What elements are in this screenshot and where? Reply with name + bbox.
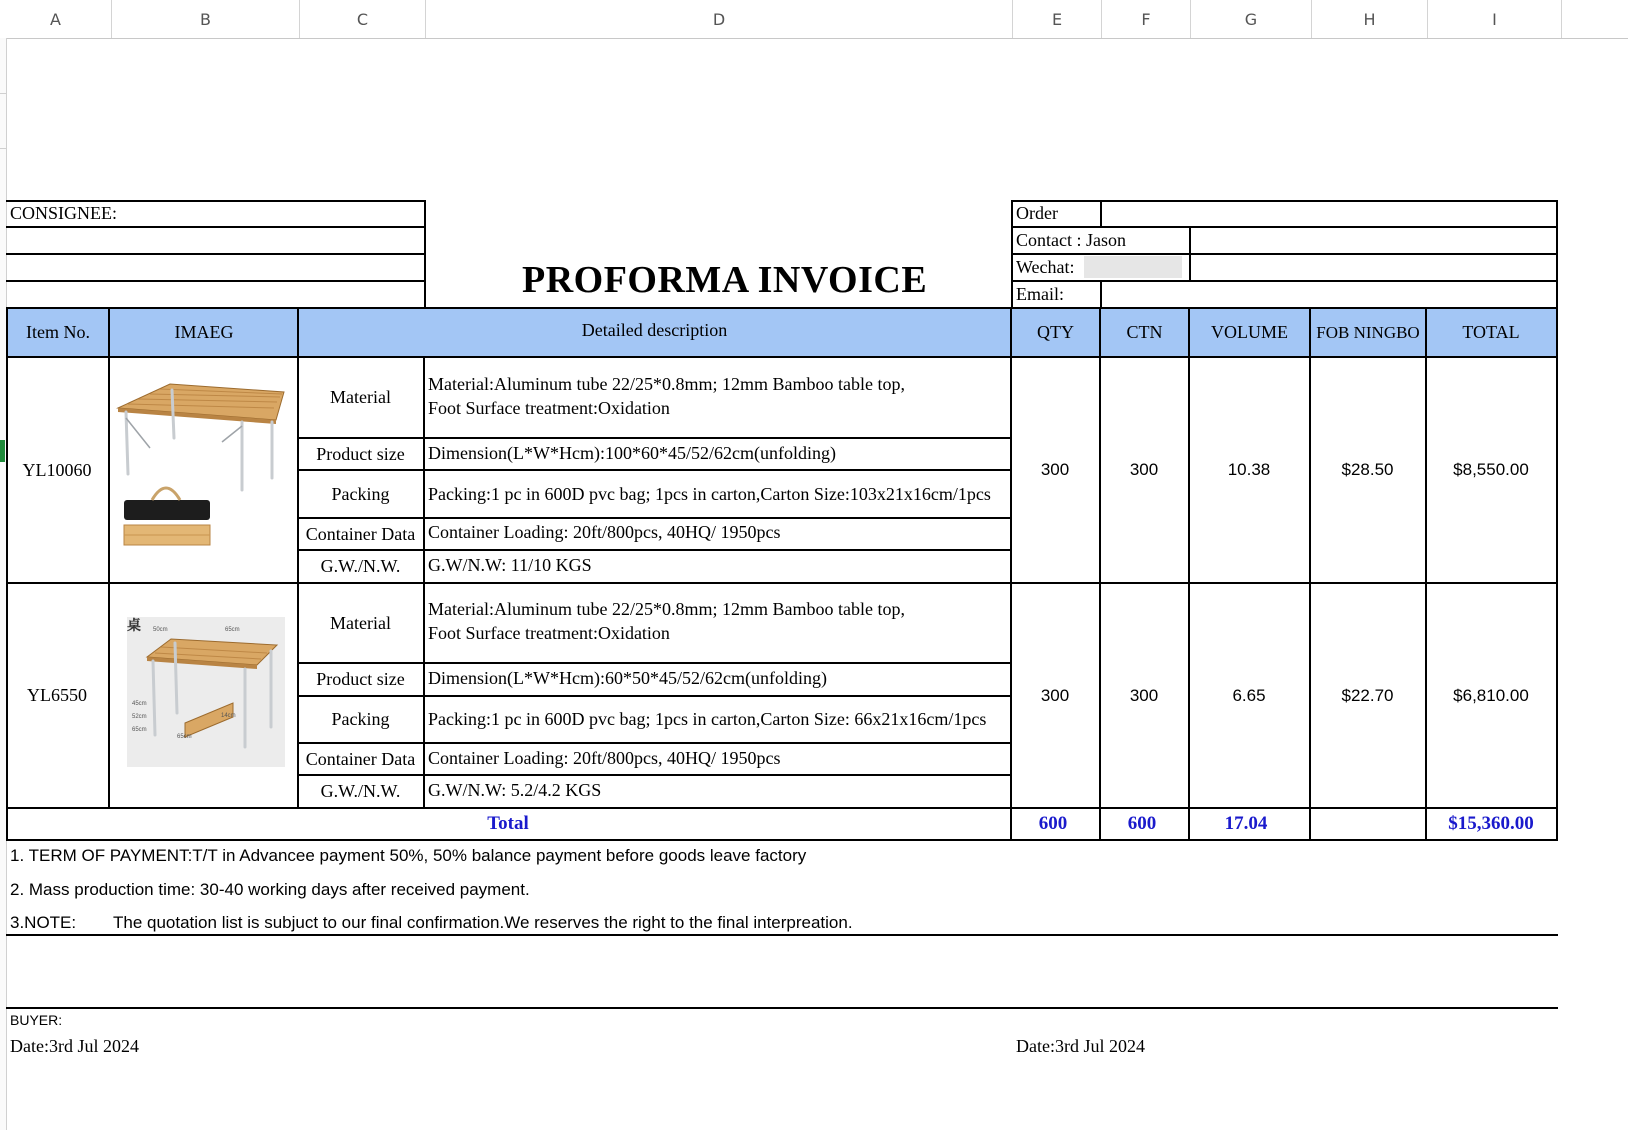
header-ctn: CTN <box>1126 322 1163 342</box>
border <box>6 307 1558 309</box>
spec-label-weight: G.W./N.W. <box>320 556 401 576</box>
column-header-g[interactable]: G <box>1191 0 1312 38</box>
border <box>424 200 426 308</box>
border <box>1189 226 1191 281</box>
border <box>6 253 426 255</box>
border <box>6 1007 1558 1009</box>
spec-value-container: Container Loading: 20ft/800pcs, 40HQ/ 1950pcs <box>428 748 781 768</box>
contact-label: Contact : Jason <box>1016 230 1126 250</box>
date-right: Date:3rd Jul 2024 <box>1016 1036 1145 1056</box>
consignee-label: CONSIGNEE: <box>10 203 117 223</box>
image-dim-label: 45cm <box>132 701 147 707</box>
column-header-d[interactable]: D <box>426 0 1013 38</box>
spec-value-size: Dimension(L*W*Hcm):100*60*45/52/62cm(unfolding) <box>428 443 836 463</box>
border <box>1100 280 1102 308</box>
spec-label-packing: Packing <box>331 483 390 504</box>
header-item-no: Item No. <box>26 322 90 342</box>
wechat-redacted-field <box>1084 256 1182 278</box>
header-fob: FOB NINGBO <box>1316 322 1420 342</box>
spec-value-weight: G.W/N.W: 11/10 KGS <box>428 555 592 575</box>
border <box>1013 226 1558 228</box>
column-header-i[interactable]: I <box>1428 0 1562 38</box>
spec-value-material-line2: Foot Surface treatment:Oxidation <box>428 398 670 418</box>
total-ctn: 600 <box>1127 813 1157 834</box>
header-total: TOTAL <box>1462 322 1520 342</box>
total-cell: $6,810.00 <box>1453 685 1529 705</box>
image-dim-label: 52cm <box>132 714 147 720</box>
qty-cell: 300 <box>1040 685 1070 705</box>
product-image-bamboo-table-large <box>114 378 292 554</box>
border <box>423 356 425 809</box>
page-title: PROFORMA INVOICE <box>522 259 928 301</box>
spec-label-size: Product size <box>316 443 405 464</box>
border <box>6 839 1558 841</box>
header-qty: QTY <box>1037 322 1074 342</box>
column-header-c[interactable]: C <box>300 0 426 38</box>
image-dim-label: 65cm <box>177 734 192 740</box>
header-volume: VOLUME <box>1211 322 1288 342</box>
border <box>108 307 110 809</box>
total-volume: 17.04 <box>1224 813 1268 834</box>
image-dim-label: 65cm <box>225 627 240 633</box>
ctn-cell: 300 <box>1129 685 1159 705</box>
image-dim-label: 50cm <box>153 627 168 633</box>
column-header-f[interactable]: F <box>1102 0 1191 38</box>
border <box>6 226 426 228</box>
column-header-bar <box>0 0 1628 39</box>
ctn-cell: 300 <box>1129 460 1159 479</box>
spec-value-size: Dimension(L*W*Hcm):60*50*45/52/62cm(unfolding) <box>428 668 827 688</box>
spec-label-packing: Packing <box>331 709 390 729</box>
column-header-h[interactable]: H <box>1312 0 1428 38</box>
spec-label-material: Material <box>330 387 391 407</box>
border <box>6 200 426 202</box>
buyer-label: BUYER: <box>10 1012 63 1028</box>
image-dim-label: 65cm <box>132 727 147 733</box>
spec-value-packing: Packing:1 pc in 600D pvc bag; 1pcs in carton,Carton Size: 66x21x16cm/1pcs <box>428 709 987 729</box>
spec-label-weight: G.W./N.W. <box>320 781 401 801</box>
border <box>6 934 1558 936</box>
border <box>6 280 426 282</box>
volume-cell: 10.38 <box>1227 460 1271 479</box>
column-header-a[interactable]: A <box>0 0 112 38</box>
fob-cell: $28.50 <box>1341 460 1394 479</box>
total-amount: $15,360.00 <box>1448 813 1534 834</box>
active-row-marker <box>0 440 5 462</box>
total-qty: 600 <box>1038 813 1068 834</box>
border <box>1013 253 1558 255</box>
item-no-cell: YL10060 <box>22 459 92 480</box>
spec-value-container: Container Loading: 20ft/800pcs, 40HQ/ 1950pcs <box>428 522 781 542</box>
column-header-e[interactable]: E <box>1013 0 1102 38</box>
image-dim-label: 14cm <box>221 713 236 719</box>
border <box>1013 280 1558 282</box>
note-quotation: The quotation list is subjuct to our final confirmation.We reserves the right to the final interpreation. <box>113 913 853 932</box>
wechat-label: Wechat: <box>1016 257 1075 277</box>
note-label: 3.NOTE: <box>10 913 77 932</box>
header-image: IMAEG <box>174 322 234 342</box>
header-description: Detailed description <box>581 320 728 340</box>
row-divider <box>0 148 6 149</box>
border <box>1556 307 1558 841</box>
total-cell: $8,550.00 <box>1453 460 1529 479</box>
note-payment-terms: 1. TERM OF PAYMENT:T/T in Advancee payment 50%, 50% balance payment before goods leave factory <box>10 846 807 865</box>
spec-value-material: Material:Aluminum tube 22/25*0.8mm; 12mm Bamboo table top, <box>428 374 905 394</box>
border <box>1100 200 1102 227</box>
note-production-time: 2. Mass production time: 30-40 working days after received payment. <box>10 880 530 899</box>
fob-cell: $22.70 <box>1341 685 1394 705</box>
spec-value-weight: G.W/N.W: 5.2/4.2 KGS <box>428 780 602 800</box>
spec-label-material: Material <box>330 612 391 633</box>
product-image-bamboo-table-small <box>127 617 285 767</box>
spec-label-size: Product size <box>316 669 405 689</box>
total-label: Total <box>487 813 529 834</box>
date-left: Date:3rd Jul 2024 <box>10 1036 139 1056</box>
spec-label-container: Container Data <box>305 748 416 769</box>
qty-cell: 300 <box>1040 460 1070 479</box>
spec-value-packing: Packing:1 pc in 600D pvc bag; 1pcs in carton,Carton Size:103x21x16cm/1pcs <box>428 484 991 504</box>
border <box>1013 200 1558 202</box>
image-glyph: 桌 <box>127 619 141 634</box>
spec-label-container: Container Data <box>305 523 416 544</box>
row-divider <box>0 93 6 94</box>
order-label: Order <box>1016 203 1058 223</box>
spec-value-material: Material:Aluminum tube 22/25*0.8mm; 12mm Bamboo table top, <box>428 599 905 619</box>
border <box>1011 200 1013 308</box>
column-header-b[interactable]: B <box>112 0 300 38</box>
email-label: Email: <box>1016 284 1064 304</box>
spec-value-material-line2: Foot Surface treatment:Oxidation <box>428 623 670 643</box>
volume-cell: 6.65 <box>1232 685 1266 705</box>
item-no-cell: YL6550 <box>27 685 87 705</box>
border <box>1556 200 1558 308</box>
